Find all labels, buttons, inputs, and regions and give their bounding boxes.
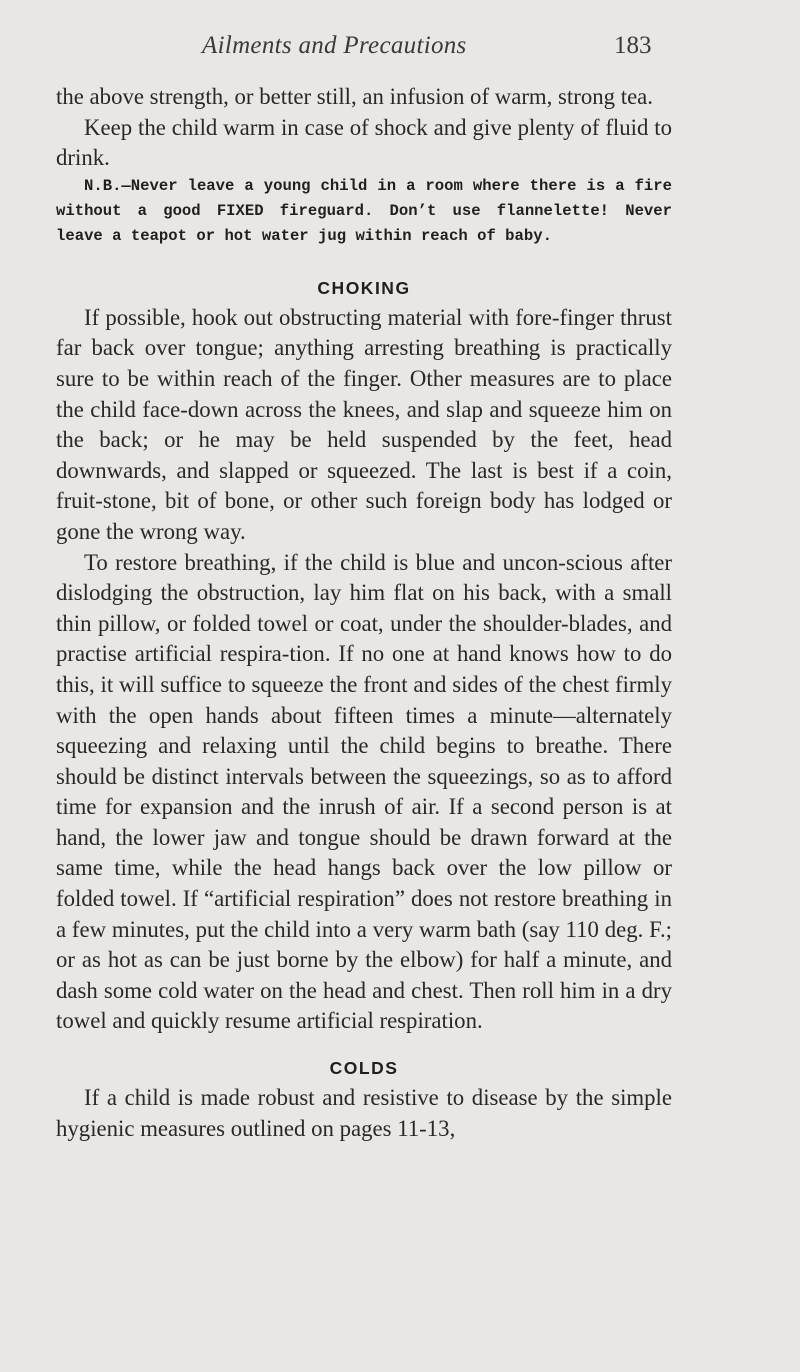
nb-note: N.B.—Never leave a young child in a room where there is a fire without a good FIXED fireguard. Don’t use flannelette! Never leave a teapot or hot water jug within reach of baby. — [56, 176, 672, 245]
section-heading-colds: COLDS — [329, 1058, 399, 1079]
paragraph-colds: If a child is made robust and resistive to disease by the simple hygienic measures outlined on pages 11-13, — [56, 1085, 672, 1141]
section-heading-choking: CHOKING — [317, 277, 411, 298]
paragraph-choking-2: To restore breathing, if the child is blue and uncon-scious after dislodging the obstruction, lay him flat on his back, with a small thin pillow, or folded towel or coat, under the shoulder-blades, and practise artificial respira-tion. If no one at hand knows how to do this, it will suffice to squeeze the front and sides of the chest firmly with the open hands about fifteen times a minute—alternately squeezing and relaxing until the child begins to breathe. There should be distinct intervals between the squeezings, so as to afford time for expansion and the inrush of air. If a second person is at hand, the lower jaw and tongue should be drawn forward at the same time, while the head hangs back over the low pillow or folded towel. If “artificial respiration” does not restore breathing in a few minutes, put the child into a very warm bath (say 110 deg. F.; or as hot as can be just borne by the elbow) for half a minute, and dash some cold water on the head and chest. Then roll him in a dry towel and quickly resume artificial respiration. — [56, 549, 672, 1034]
body-text — [56, 82, 672, 1144]
paragraph-choking-1: If possible, hook out obstructing material with fore-finger thrust far back over tongue; anything arresting breathing is practically sure to be within reach of the finger. Other measures are to place the child face-down across the knees, and slap and squeeze him on the back; or he may be held suspended by the feet, head downwards, and slapped or squeezed. The last is best if a coin, fruit-stone, bit of bone, or other such foreign body has lodged or gone the wrong way. — [56, 304, 672, 544]
paragraph-continuation: the above strength, or better still, an infusion of warm, strong tea. — [56, 84, 654, 109]
running-title: Ailments and Precautions — [202, 32, 467, 59]
running-head — [0, 32, 800, 68]
paragraph-keep-warm: Keep the child warm in case of shock and give plenty of fluid to drink. — [56, 114, 672, 171]
page-number: 183 — [614, 32, 652, 59]
